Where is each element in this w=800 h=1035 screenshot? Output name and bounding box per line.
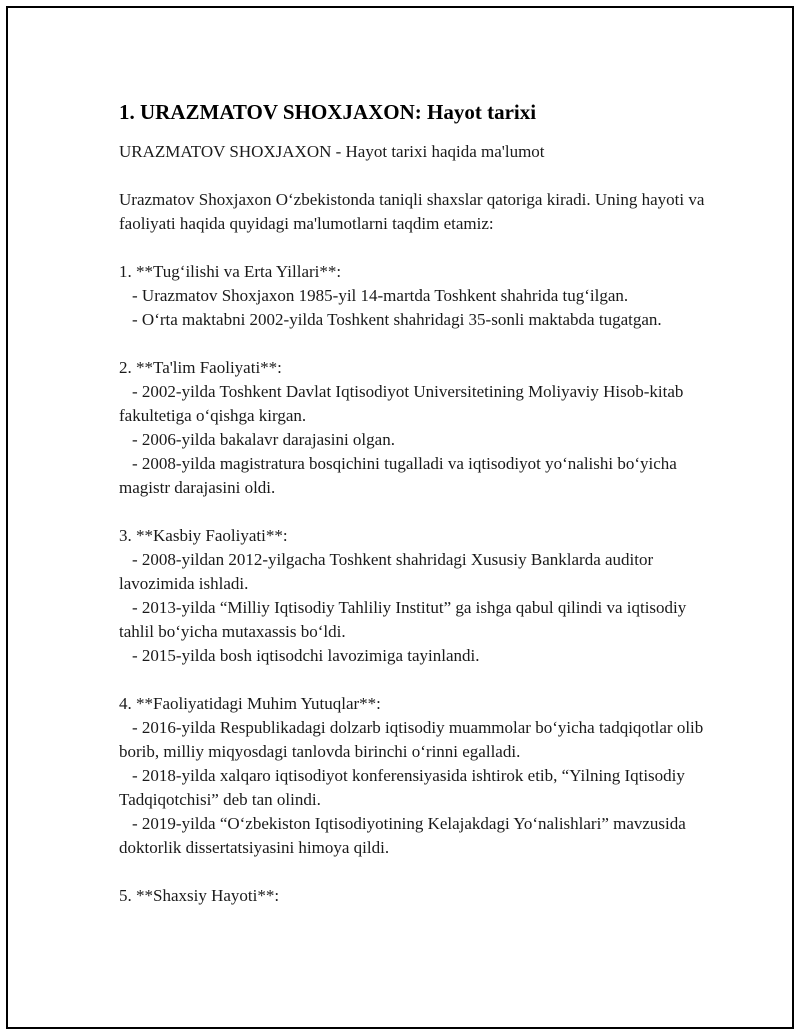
list-item: - 2016-yilda Respublikadagi dolzarb iqtisodiy muammolar bo‘yicha tadqiqotlar olib borib, milliy miqyosdagi tanlovda birinchi o‘rinni egalladi. <box>119 716 709 764</box>
list-item: - O‘rta maktabni 2002-yilda Toshkent shahridagi 35-sonli maktabda tugatgan. <box>119 308 709 332</box>
list-item: - 2006-yilda bakalavr darajasini olgan. <box>119 428 709 452</box>
list-item: - 2008-yilda magistratura bosqichini tugalladi va iqtisodiyot yo‘nalishi bo‘yicha magistr darajasini oldi. <box>119 452 709 500</box>
list-item: - 2015-yilda bosh iqtisodchi lavozimiga tayinlandi. <box>119 644 709 668</box>
document-body <box>119 98 709 932</box>
section-personal-life <box>119 884 709 908</box>
document-title: 1. URAZMATOV SHOXJAXON: Hayot tarixi <box>119 100 537 124</box>
section-heading: 3. **Kasbiy Faoliyati**: <box>119 526 288 545</box>
section-education <box>119 356 709 500</box>
list-item: - 2018-yilda xalqaro iqtisodiyot konferensiyasida ishtirok etib, “Yilning Iqtisodiy Tadqiqotchisi” deb tan olindi. <box>119 764 709 812</box>
section-heading: 1. **Tug‘ilishi va Erta Yillari**: <box>119 262 342 281</box>
list-item: - 2008-yildan 2012-yilgacha Toshkent shahridagi Xususiy Banklarda auditor lavozimida ishladi. <box>119 548 709 596</box>
section-career <box>119 524 709 668</box>
document-subtitle: URAZMATOV SHOXJAXON - Hayot tarixi haqida ma'lumot <box>119 142 545 161</box>
page-frame <box>6 6 794 1029</box>
section-heading: 2. **Ta'lim Faoliyati**: <box>119 358 282 377</box>
intro-paragraph: Urazmatov Shoxjaxon O‘zbekistonda taniqli shaxslar qatoriga kiradi. Uning hayoti va faoliyati haqida quyidagi ma'lumotlarni taqdim etamiz: <box>119 190 705 233</box>
section-heading: 5. **Shaxsiy Hayoti**: <box>119 886 280 905</box>
list-item: - 2013-yilda “Milliy Iqtisodiy Tahliliy Institut” ga ishga qabul qilindi va iqtisodiy tahlil bo‘yicha mutaxassis bo‘ldi. <box>119 596 709 644</box>
list-item: - Urazmatov Shoxjaxon 1985-yil 14-martda Toshkent shahrida tug‘ilgan. <box>119 284 709 308</box>
section-heading: 4. **Faoliyatidagi Muhim Yutuqlar**: <box>119 694 381 713</box>
section-birth <box>119 260 709 332</box>
list-item: - 2019-yilda “O‘zbekiston Iqtisodiyotining Kelajakdagi Yo‘nalishlari” mavzusida doktorlik dissertatsiyasini himoya qildi. <box>119 812 709 860</box>
section-achievements <box>119 692 709 860</box>
list-item: - 2002-yilda Toshkent Davlat Iqtisodiyot Universitetining Moliyaviy Hisob-kitab fakultetiga o‘qishga kirgan. <box>119 380 709 428</box>
